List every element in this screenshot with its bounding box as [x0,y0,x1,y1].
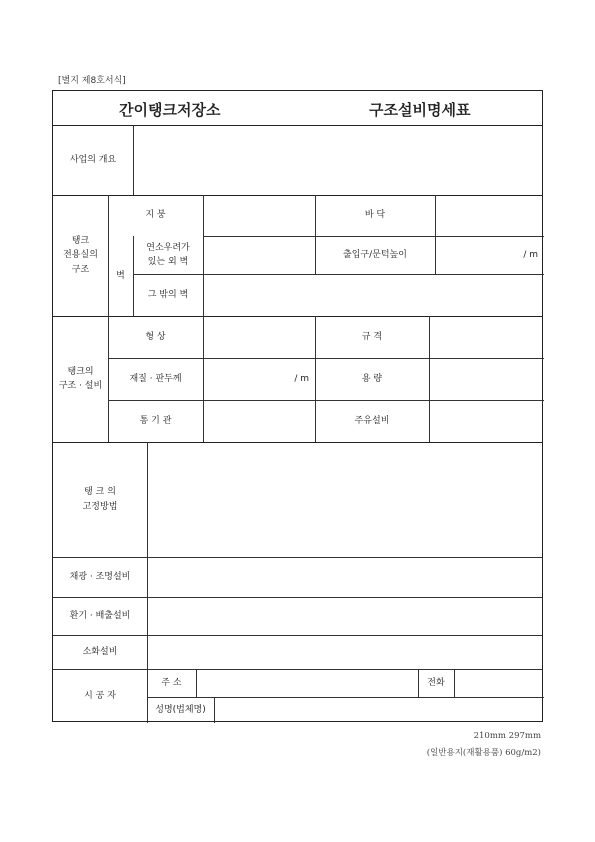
address-label: 주 소 [161,677,182,688]
roof-field[interactable] [203,195,315,236]
fire-field[interactable] [147,635,544,669]
form-frame [52,90,543,722]
material-label: 재질 · 판두께 [129,373,182,384]
name-field[interactable] [214,697,544,723]
door-height-field[interactable]: / m [523,249,538,260]
roof-label: 지 붕 [145,210,166,221]
lighting-field[interactable] [147,557,544,597]
door-height-label: 출입구/문턱높이 [343,249,407,260]
paper-size: 210mm 297mm [473,731,541,741]
form-title-right: 구조설비명세표 [369,101,471,119]
business-overview-field[interactable] [133,125,544,195]
tank-room-structure-label: 탱크 전용실의 구조 [63,235,98,275]
fixing-label: 탱 크 의 고정방법 [82,487,118,512]
capacity-label: 용 량 [361,373,383,384]
floor-label: 바 닥 [364,210,386,221]
address-field[interactable] [196,669,418,697]
fixing-field[interactable] [147,442,544,557]
vent-label: 통 기 관 [139,415,172,426]
other-wall-field[interactable] [203,274,544,316]
form-title-left: 간이탱크저장소 [119,101,221,119]
other-wall-label: 그 밖의 벽 [147,289,189,300]
phone-field[interactable] [454,669,544,697]
name-label: 성명(법체명) [155,704,206,715]
wall-label: 벽 [116,270,125,281]
paper-type: (일반용지(재활용품) 60g/m2) [426,748,541,758]
tank-structure-label: 탱크의 구조 · 설비 [58,366,103,391]
business-overview-label: 사업의 개요 [69,154,117,165]
material-field[interactable]: / m [294,373,309,384]
fire-wall-label: 연소우려가 있는 외 벽 [146,242,190,267]
capacity-field[interactable] [429,358,544,400]
shape-field[interactable] [203,316,315,358]
fire-label: 소화설비 [82,646,118,657]
ventilation-label: 환기 · 배출설비 [69,610,131,621]
title-row [53,91,542,126]
vent-field[interactable] [203,400,315,442]
fuel-field[interactable] [429,400,544,442]
spec-label: 규 격 [361,331,383,342]
phone-label: 전화 [427,677,445,688]
fire-wall-field[interactable] [203,236,315,274]
shape-label: 형 상 [145,331,166,342]
floor-field[interactable] [435,195,544,236]
lighting-label: 채광 · 조명설비 [69,571,131,582]
fuel-label: 주유설비 [354,415,390,426]
form-number-label: [별지 제8호서식] [58,76,126,86]
ventilation-field[interactable] [147,597,544,635]
spec-field[interactable] [429,316,544,358]
builder-label: 시 공 자 [84,690,116,701]
